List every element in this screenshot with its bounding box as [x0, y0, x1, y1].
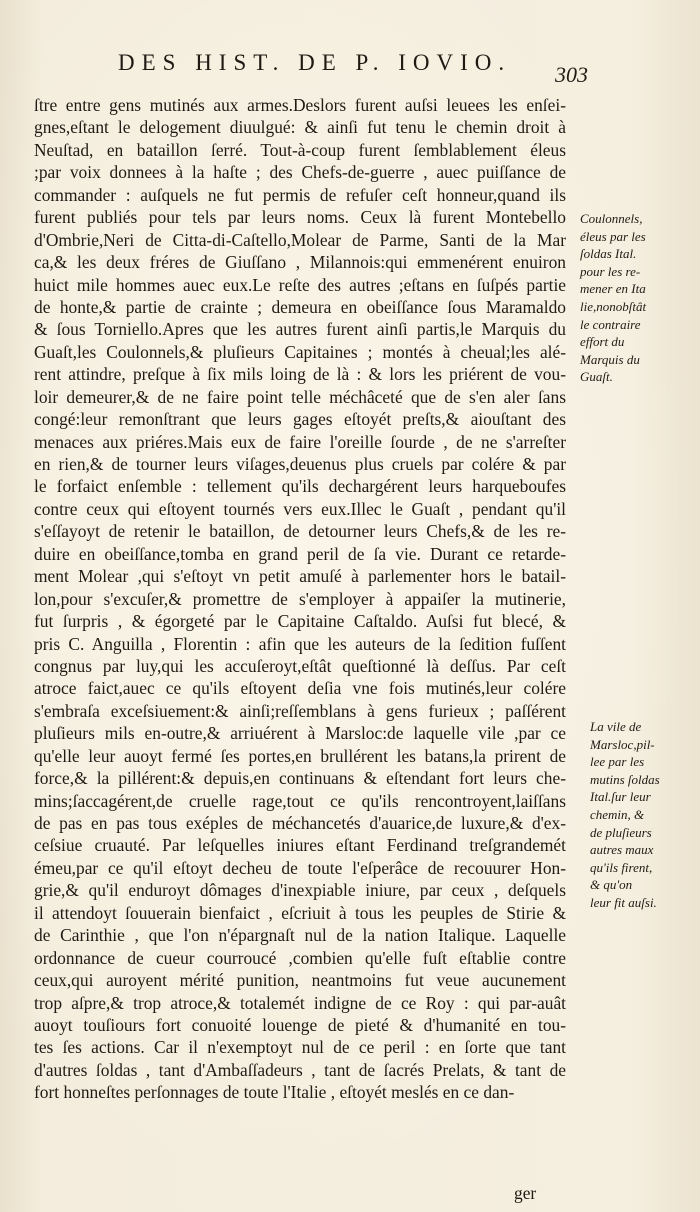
margin-note-marsloc: [590, 718, 660, 912]
margin-note-line: Guaſt.: [580, 369, 613, 385]
margin-note-line: chemin, &: [590, 806, 645, 822]
margin-note-line: Marsloc,pil-: [590, 736, 655, 752]
text-line: commander : auſquels ne fut permis de refuſer ceſt honneur,quand ils: [34, 184, 566, 205]
margin-note-coulonnels: [580, 210, 646, 386]
text-line: mins;ſaccagérent,de cruelle rage,tout ce qu'ils rencontroyent,laiſſans: [34, 790, 566, 811]
margin-note-line: pour les re-: [580, 263, 641, 279]
text-line: atroce faict,auec ce qu'ils eſtoyent deſia vne fois mutinés,leur colére: [34, 678, 566, 699]
text-line: grie,& qu'il enduroyt dômages d'inexpiable iniure, par ceux , deſquels: [34, 880, 566, 901]
text-line: de honte,& partie de crainte ; demeura en obeiſſance ſous Maramaldo: [34, 296, 566, 317]
text-line: congnus par luy,qui les accuſeroyt,eſtât queſtionné là deſſus. Par ceſt: [34, 655, 566, 676]
margin-note-line: Marquis du: [580, 351, 640, 367]
text-line: rent attindre, preſque à ſix mils loing de là : & lors les priérent de vou-: [34, 364, 566, 385]
margin-note-line: le contraire: [580, 316, 641, 332]
text-line: d'autres ſoldas , tant d'Ambaſſadeurs , tant de ſacrés Prelats, & tant de: [34, 1059, 566, 1080]
text-line: ca,& les deux fréres de Giuſſano , Milannois:qui emmenérent enuiron: [34, 252, 566, 273]
text-line: ordonnance de cueur courroucé ,combien qu'elle fuſt eſtablie contre: [34, 947, 566, 968]
text-line: & ſous Torniello.Apres que les autres furent ainſi partis,le Marquis du: [34, 319, 566, 340]
text-line: furent publiés pour tels par leurs noms. Ceux là furent Montebello: [34, 207, 566, 228]
margin-note-line: & qu'on: [590, 877, 633, 893]
margin-note-line: de pluſieurs: [590, 824, 652, 840]
text-line: qu'elle leur auoyt fermé ſes portes,en brullérent les batans,la prirent de: [34, 745, 566, 766]
margin-note-line: leur fit auſsi.: [590, 894, 657, 910]
margin-note-line: lee par les: [590, 754, 645, 770]
text-line: huict mile hommes auec eux.Le reſte des autres ;eſtans en ſuſpés partie: [34, 274, 566, 295]
text-line: Guaſt,les Coulonnels,& pluſieurs Capitaines ; montés à cheual;les alé-: [34, 341, 566, 362]
text-line: s'embraſa exceſsiuement:& ainſi;reſſemblans à gens furieux ; paſſérent: [34, 700, 566, 721]
text-line: auoyt touſiours fort conuoité louenge de pieté & d'humanité en tou-: [34, 1014, 566, 1035]
text-line: trop aſpre,& trop atroce,& totalemét indigne de ce Roy : qui par-auât: [34, 992, 566, 1013]
text-line: force,& la pillérent:& depuis,en continuans & eſtendant fort leurs che-: [34, 768, 566, 789]
margin-note-line: ſoldas Ital.: [580, 246, 637, 262]
text-line: menaces aux priéres.Mais eux de faire l'oreille ſourde , de ne s'arreſter: [34, 431, 566, 452]
text-line: contre ceux qui eſtoyent tournés vers eux.Illec le Guaſt , pendant qu'il: [34, 498, 566, 519]
text-line: gnes,eſtant le delogement diuulgué: & ainſi fut tenu le chemin droit à: [34, 117, 566, 138]
margin-note-line: qu'ils firent,: [590, 859, 653, 875]
text-line: il attendoyt ſouuerain bienfaict , eſcriuit à tous les peuples de Stirie &: [34, 902, 566, 923]
running-head: DES HIST. DE P. IOVIO.: [118, 50, 512, 75]
text-line: pluſieurs mils en-outre,& arriuérent à Marsloc:de laquelle vile ,par ce: [34, 723, 566, 744]
text-line: congé:leur remonſtrant que leurs gages eſtoyét preſts,& aiouſtant des: [34, 409, 566, 430]
text-line: ment Molear ,qui s'eſtoyt vn petit amuſé à parlementer hors le batail-: [34, 566, 566, 587]
text-line: fut ſurpris , & égorgeté par le Capitaine Caſtaldo. Auſsi fut blecé, &: [34, 611, 566, 632]
text-line: de Carinthie , que l'on n'épargnaſt nul de la nation Italique. Laquelle: [34, 925, 566, 946]
text-line: ceſsiue cruauté. Par leſquelles iniures eſtant Ferdinand treſgrandemét: [34, 835, 566, 856]
margin-note-line: mutins ſoldas: [590, 771, 660, 787]
margin-note-line: mener en Ita: [580, 281, 646, 297]
margin-note-line: effort du: [580, 334, 625, 350]
margin-note-line: autres maux: [590, 842, 654, 858]
text-line: le forfaict enſemble : tellement qu'ils dechargérent leurs harqueboufes: [34, 476, 566, 497]
text-line: fort honneſtes perſonnages de toute l'Italie , eſtoyét meslés en ce dan-: [34, 1082, 515, 1103]
text-line: tes ſes actions. Car il n'exemptoyt nul de ce peril : en ſorte que tant: [34, 1037, 566, 1058]
margin-note-line: La vile de: [590, 719, 642, 734]
text-line: en rien,& de tourner leurs viſages,deuenus plus cruels par colére & par: [34, 454, 566, 474]
margin-note-line: Ital.ſur leur: [590, 789, 651, 805]
text-line: de pas en pas tous exéples de méchancetés d'auarice,de luxure,& d'ex-: [34, 813, 566, 833]
catchword: ger: [514, 1183, 537, 1203]
text-line: ceux,qui auroyent mérité punition, neantmoins fut veue aucunement: [34, 970, 566, 991]
margin-note-line: éleus par les: [580, 228, 646, 244]
text-line: duire en obeiſſance,tomba en grand peril de ſa vie. Durant ce retarde-: [34, 543, 566, 564]
text-line: loir demeurer,& de ne faire point telle méchâceté que de s'en aler ſans: [34, 386, 566, 407]
text-line: Neuſtad, en bataillon ſerré. Tout-à-coup furent ſemblablement éleus: [34, 139, 566, 160]
text-line: ;par voix donnees à la haſte ; des Chefs-de-guerre , auec puiſſance de: [34, 162, 566, 183]
text-line: d'Ombrie,Neri de Citta-di-Caſtello,Molear de Parme, Santi de la Mar: [34, 229, 566, 250]
text-line: s'eſſayoyt de retenir le bataillon, de detourner leurs Chefs,& de les re-: [34, 521, 566, 542]
text-line: émeu,par ce qu'il eſtoyt decheu de toute l'eſperâce de recouurer Hon-: [34, 857, 566, 878]
text-line: pris C. Anguilla , Florentin : afin que les auteurs de la ſedition fuſſent: [34, 633, 566, 654]
body-text: [34, 94, 566, 1104]
page-number: 303: [555, 62, 588, 87]
text-line: lon,pour s'excuſer,& promettre de s'employer à appaiſer la mutinerie,: [34, 588, 566, 609]
margin-note-line: Coulonnels,: [580, 211, 643, 226]
margin-note-line: lie,nonobſtât: [580, 298, 647, 314]
text-line: ſtre entre gens mutinés aux armes.Deslors furent auſsi leuees les enſei-: [34, 95, 566, 115]
